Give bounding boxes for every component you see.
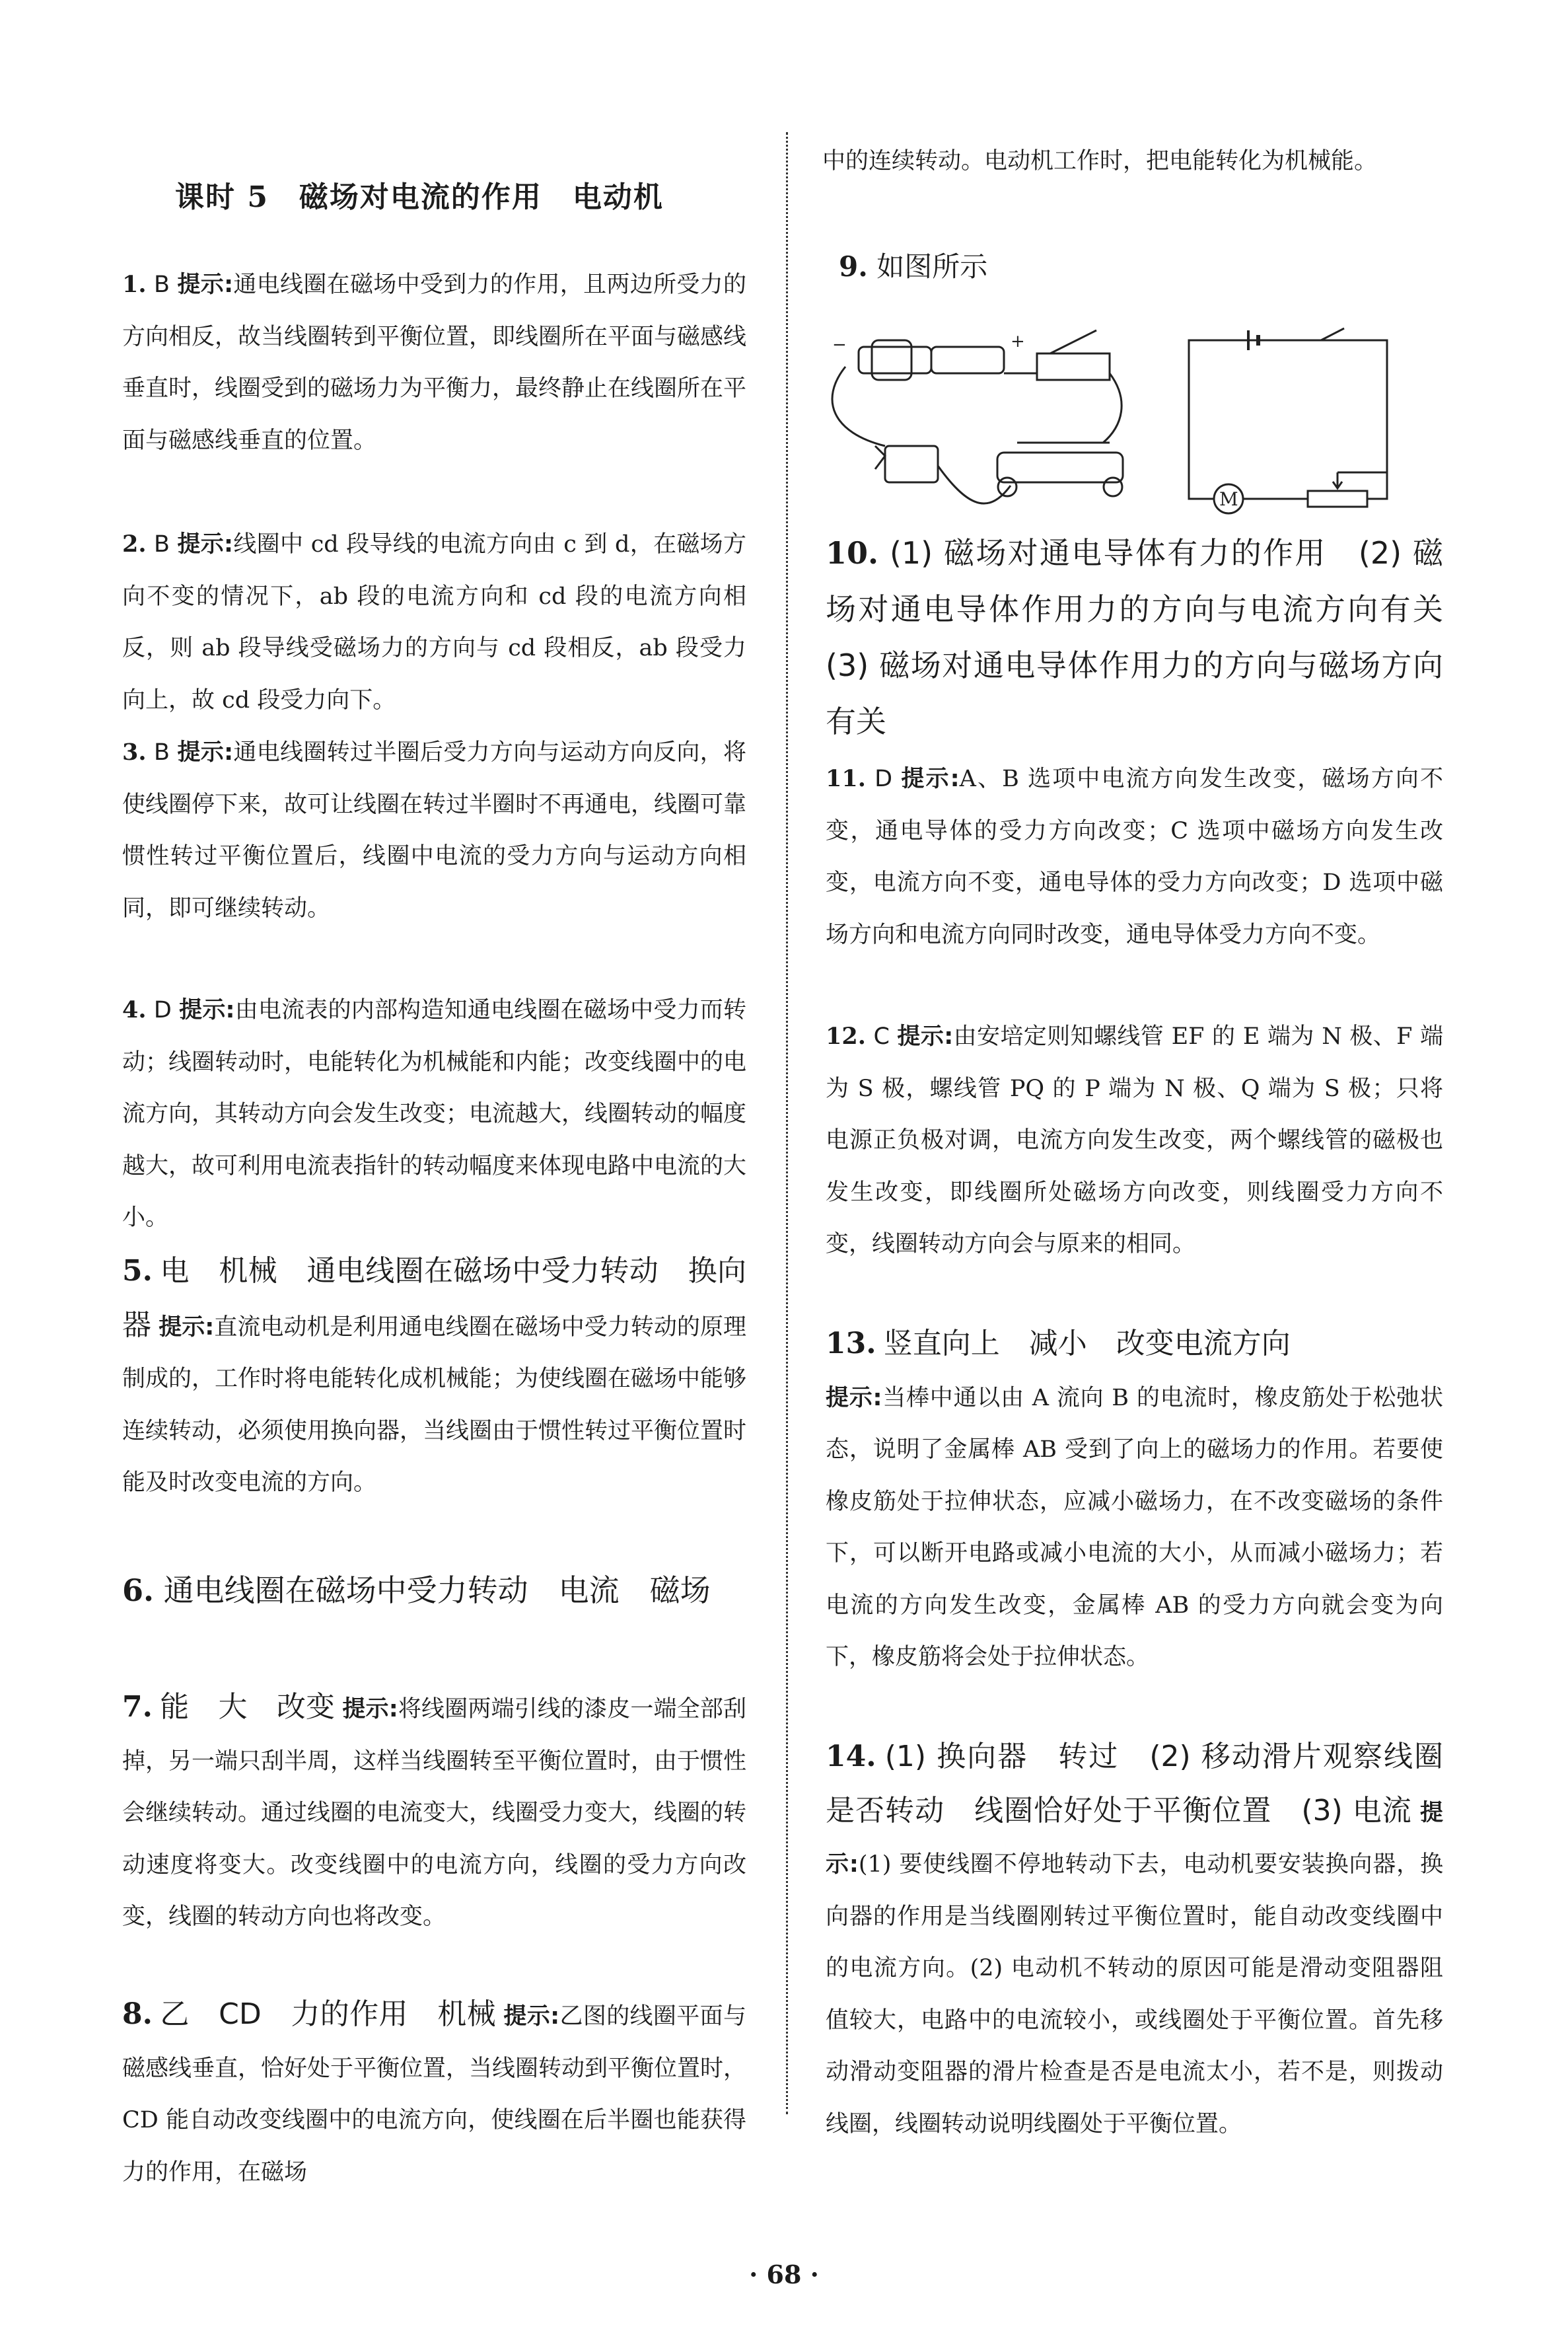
q5-num: 5.: [122, 1254, 153, 1288]
q11: [826, 753, 1443, 961]
rheostat-foot-l: [998, 478, 1016, 496]
q14-hint-label: 提示:: [826, 1799, 1443, 1878]
q13-answer: 竖直向上 减小 改变电流方向: [883, 1327, 1291, 1360]
q4-text: 由电流表的内部构造知通电线圈在磁场中受力而转动；线圈转动时，电能转化为机械能和内能；改变线圈中的电流方向，其转动方向会发生改变；电流越大，线圈转动的幅度越大，故可利用电流表指针的转动幅度来体现电路中电流的大小。: [122, 997, 747, 1231]
q4-answer: D: [153, 997, 172, 1023]
q10-num: 10.: [826, 535, 879, 571]
switch-blade: [1050, 330, 1096, 353]
battery-1: [859, 347, 931, 373]
q12: [826, 1011, 1443, 1271]
switch-base: [1037, 353, 1110, 380]
q8-continued: [822, 135, 1440, 188]
switch-symbol: [1321, 328, 1344, 340]
apparatus-drawing: [832, 330, 1123, 503]
q11-text: A、B 选项中电流方向发生改变，磁场方向不变，通电导体的受力方向改变；C 选项中磁场方向发生改变，电流方向不变，通电导体的受力方向改变；D 选项中磁场方向和电流方向同时改变，通电导体受力方向不变。: [826, 766, 1443, 948]
q8: [122, 1989, 746, 2198]
q2-num: 2.: [122, 531, 147, 558]
q12-hint-label: 提示:: [897, 1023, 954, 1050]
q1: [122, 259, 746, 466]
q1-hint-label: 提示:: [177, 272, 234, 298]
q14-text: (1) 要使线圈不停地转动下去，电动机要安装换向器，换向器的作用是当线圈刚转过平衡位置时，能自动改变线圈中的电流方向。(2) 电动机不转动的原因可能是滑动变阻器阻值较大，电路中的电流较小，或线圈处于平衡位置。首先移动滑动变阻器的滑片检查是否是电流太小，若不是，则拨动线圈，线圈转动说明线圈处于平衡位置。: [826, 1851, 1443, 2137]
q5-answer: 电 机械 通电线圈在磁场中受力转动 换向器: [122, 1254, 746, 1342]
q9: [839, 241, 1433, 293]
q2-answer: B: [153, 531, 170, 558]
q3-answer: B: [154, 739, 170, 766]
wire-c: [1103, 373, 1122, 443]
q14: [826, 1731, 1443, 2150]
q5: [122, 1245, 746, 1509]
q3-hint-label: 提示:: [177, 739, 234, 766]
q7-num: 7.: [122, 1690, 153, 1724]
battery-2: [931, 347, 1004, 373]
q12-answer: C: [873, 1023, 890, 1050]
q8-answer: 乙 CD 力的作用 机械: [160, 1997, 496, 2031]
q14-answer: (1) 换向器 转过 (2) 移动滑片观察线圈是否转动 线圈恰好处于平衡位置 (3) 电流: [826, 1740, 1443, 1827]
rheostat: [997, 453, 1123, 482]
q2-text: 线圈中 cd 段导线的电流方向由 c 到 d，在磁场方向不变的情况下，ab 段的电流方向和 cd 段的电流方向相反，则 ab 段导线受磁场力的方向与 cd 段相反，ab 段受力向上，故 cd 段受力向下。: [122, 531, 746, 714]
q9-answer: 如图所示: [876, 250, 988, 283]
q6: [122, 1563, 746, 1619]
q7-answer: 能 大 改变: [160, 1690, 336, 1724]
q13-num: 13.: [826, 1327, 876, 1360]
rheostat-symbol: [1308, 491, 1367, 507]
page-number: · 68 ·: [749, 2260, 819, 2289]
q12-text: 由安培定则知螺线管 EF 的 E 端为 N 极、F 端为 S 极，螺线管 PQ 的 P 端为 N 极、Q 端为 S 极；只将电源正负极对调，电流方向发生改变，两个螺线管的磁极也发生改变，即线圈所处磁场方向改变，则线圈受力方向不变，线圈转动方向会与原来的相同。: [826, 1023, 1443, 1257]
q3-num: 3.: [122, 739, 147, 766]
circuit-loop: [1189, 340, 1387, 499]
q13-hint-label: 提示:: [826, 1384, 882, 1411]
rheostat-slider: [1333, 472, 1342, 488]
q5-hint-label: 提示:: [159, 1313, 215, 1341]
q6-answer: 通电线圈在磁场中受力转动 电流 磁场: [163, 1572, 711, 1608]
motor-label: M: [1219, 488, 1238, 510]
q8-num: 8.: [122, 1997, 153, 2031]
q8-cont-text: 中的连续转动。电动机工作时，把电能转化为机械能。: [822, 148, 1378, 174]
q2: [122, 519, 746, 726]
q9-num: 9.: [839, 250, 868, 283]
q6-num: 6.: [122, 1572, 155, 1608]
slider-wire: [1337, 433, 1387, 472]
q7: [122, 1681, 746, 1943]
wire-b: [938, 466, 1011, 503]
q7-text: 将线圈两端引线的漆皮一端全部刮掉，另一端只刮半周，这样当线圈转至平衡位置时，由于惯性会继续转动。通过线圈的电流变大，线圈受力变大，线圈的转动速度将变大。改变线圈中的电流方向，线圈的受力方向改变，线圈的转动方向也将改变。: [122, 1696, 747, 1930]
wire-a: [832, 367, 885, 446]
q1-num: 1.: [122, 271, 147, 298]
lesson-title: 课时 5 磁场对电流的作用 电动机: [175, 180, 664, 214]
q11-hint-label: 提示:: [901, 766, 960, 792]
q13: [826, 1318, 1443, 1683]
q1-answer: B: [154, 272, 170, 298]
svg-text:−: −: [832, 335, 847, 355]
column-divider: [786, 132, 788, 2114]
q13-text: 当棒中通以由 A 流向 B 的电流时，橡皮筋处于松弛状态，说明了金属棒 AB 受到了向上的磁场力的作用。若要使橡皮筋处于拉伸状态，应减小磁场力，在不改变磁场的条件下，可以断开电路或减小电流的大小，从而减小磁场力；若电流的方向发生改变，金属棒 AB 的受力方向就会变为向下，橡皮筋将会处于拉伸状态。: [826, 1384, 1443, 1670]
q11-answer: D: [874, 766, 893, 792]
q14-num: 14.: [826, 1740, 876, 1773]
q4: [122, 984, 746, 1244]
q5-text: 直流电动机是利用通电线圈在磁场中受力转动的原理制成的，工作时将电能转化成机械能；为使线圈在磁场中能够连续转动，必须使用换向器，当线圈由于惯性转过平衡位置时能及时改变电流的方向。: [122, 1313, 747, 1496]
q3: [122, 727, 746, 934]
motor-body: [885, 446, 938, 482]
q4-num: 4.: [122, 996, 147, 1023]
q3-text: 通电线圈转过半圈后受力方向与运动方向反向，将使线圈停下来，故可让线圈在转过半圈时不再通电，线圈可靠惯性转过平衡位置后，线圈中电流的受力方向与运动方向相同，即可继续转动。: [122, 739, 747, 922]
q8-text: 乙图的线圈平面与磁感线垂直，恰好处于平衡位置，当线圈转动到平衡位置时，CD 能自动改变线圈中的电流方向，使线圈在后半圈也能获得力的作用，在磁场: [122, 2003, 747, 2186]
q8-hint-label: 提示:: [503, 2003, 560, 2030]
svg-text:+: +: [1011, 332, 1025, 351]
q10-answer: (1) 磁场对通电导体有力的作用 (2) 磁场对通电导体作用力的方向与电流方向有关 (3) 磁场对通电导体作用力的方向与磁场方向有关: [826, 535, 1474, 739]
motor-shaft: [875, 446, 885, 469]
q4-hint-label: 提示:: [179, 997, 235, 1023]
circuit-diagram: [1189, 328, 1387, 513]
q10: [826, 525, 1474, 750]
q7-hint-label: 提示:: [342, 1696, 398, 1722]
q9-figure: [819, 314, 1413, 538]
q12-num: 12.: [826, 1023, 866, 1050]
rheostat-foot-r: [1104, 478, 1122, 496]
q11-num: 11.: [826, 765, 866, 792]
q1-text: 通电线圈在磁场中受到力的作用，且两边所受力的方向相反，故当线圈转到平衡位置，即线圈所在平面与磁感线垂直时，线圈受到的磁场力为平衡力，最终静止在线圈所在平面与磁感线垂直的位置。: [122, 272, 747, 454]
q2-hint-label: 提示:: [177, 531, 234, 558]
